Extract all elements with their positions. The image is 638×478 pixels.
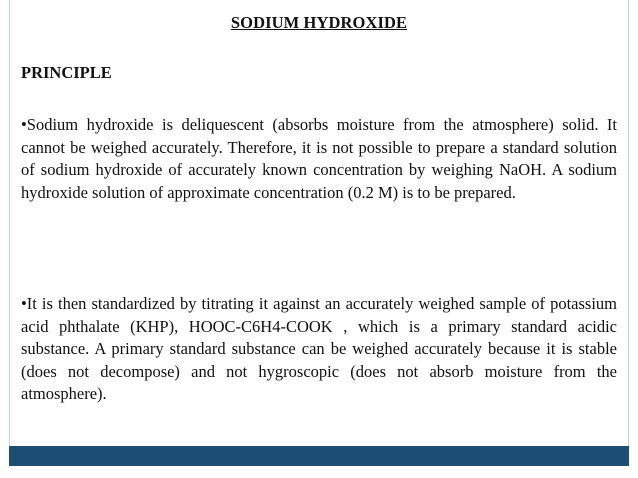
footer-bar xyxy=(9,446,629,466)
section-heading: PRINCIPLE xyxy=(21,63,112,82)
paragraph-1: •Sodium hydroxide is deliquescent (absorbs moisture from the atmosphere) solid. It cannot be weighed accurately. Therefore, it is not possible to prepare a standard solution of sodium hydroxide of accurately known concentration by weighing NaOH. A sodium hydroxide solution of approximate concentration (0.2 M) is to be prepared. xyxy=(21,115,617,202)
slide xyxy=(9,0,629,466)
slide-title: SODIUM HYDROXIDE xyxy=(230,13,408,32)
paragraph-2: •It is then standardized by titrating it against an accurately weighed sample of potassium acid phthalate (KHP), HOOC-C6H4-COOK , which is a primary standard acidic substance. A primary standard substance can be weighed accurately because it is stable (does not decompose) and not hygroscopic (does not absorb moisture from the atmosphere). xyxy=(21,294,617,404)
